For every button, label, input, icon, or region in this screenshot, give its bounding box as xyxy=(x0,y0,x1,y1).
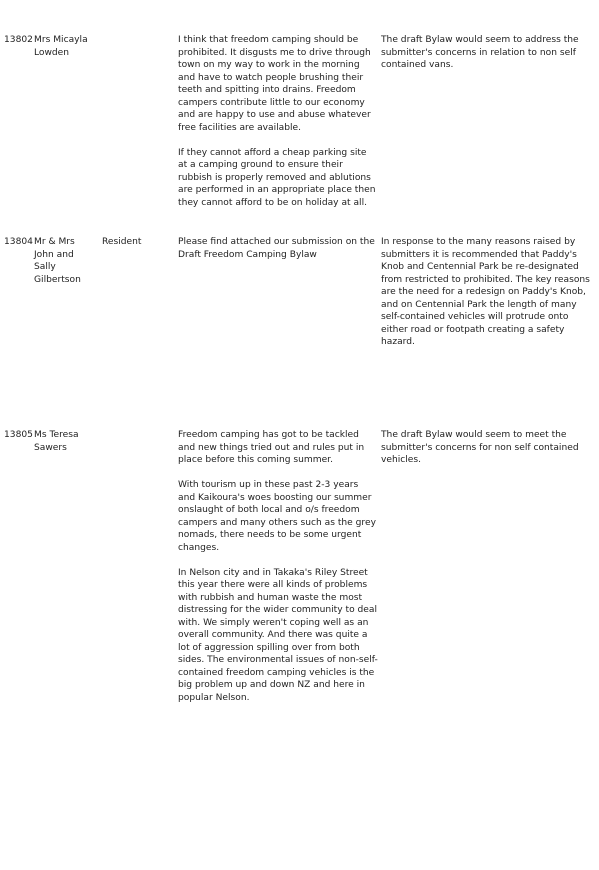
submission-id: 13804 xyxy=(4,237,33,247)
submission-id: 13802 xyxy=(4,35,33,45)
submission-text xyxy=(178,429,378,704)
submission-paragraph: I think that freedom camping should be prohibited. It disgusts me to drive through town on my way to work in the morning and have to watch people brushing their teeth and spitting into drains. Freedom campers contribute little to our economy and are happy to use and abuse whatever free facilities are available. xyxy=(178,35,371,133)
submitter-name: Mrs Micayla Lowden xyxy=(34,35,88,58)
submission-paragraph: Please find attached our submission on the Draft Freedom Camping Bylaw xyxy=(178,237,375,260)
submission-id: 13805 xyxy=(4,430,33,440)
submission-paragraph: With tourism up in these past 2-3 years and Kaikoura's woes boosting our summer onslaught of both local and o/s freedom campers and many others such as the grey nomads, there needs to be some urgent changes. xyxy=(178,480,376,553)
submission-paragraph: Freedom camping has got to be tackled and new things tried out and rules put in place before this coming summer. xyxy=(178,430,365,465)
council-response: The draft Bylaw would seem to address the submitter's concerns in relation to non self contained vans. xyxy=(381,35,579,70)
submitter-name: Ms Teresa Sawers xyxy=(34,430,79,453)
submission-text xyxy=(178,236,378,261)
submission-paragraph: If they cannot afford a cheap parking site at a camping ground to ensure their rubbish is properly removed and ablutions are performed in an appropriate place then they cannot afford to be on holiday at all. xyxy=(178,147,376,208)
submission-text xyxy=(178,34,378,209)
submitter-name: Mr & Mrs John and Sally Gilbertson xyxy=(34,237,81,285)
submitter-organisation: Resident xyxy=(102,237,142,247)
council-response: In response to the many reasons raised by submitters it is recommended that Paddy's Knob and Centennial Park be re-designated from restricted to prohibited. The key reasons are the need for a redesign on Paddy's Knob, and on Centennial Park the length of many self-contained vehicles will protrude onto either road or footpath creating a safety hazard. xyxy=(381,237,590,347)
council-response: The draft Bylaw would seem to meet the submitter's concerns for non self contained vehicles. xyxy=(381,430,579,465)
submission-paragraph: In Nelson city and in Takaka's Riley Street this year there were all kinds of problems with rubbish and human waste the most distressing for the wider community to deal with. We simply weren't coping well as an overall community. And there was quite a lot of aggression spilling over from both sides. The environmental issues of non-self-contained freedom camping vehicles is the big problem up and down NZ and here in popular Nelson. xyxy=(178,567,378,703)
